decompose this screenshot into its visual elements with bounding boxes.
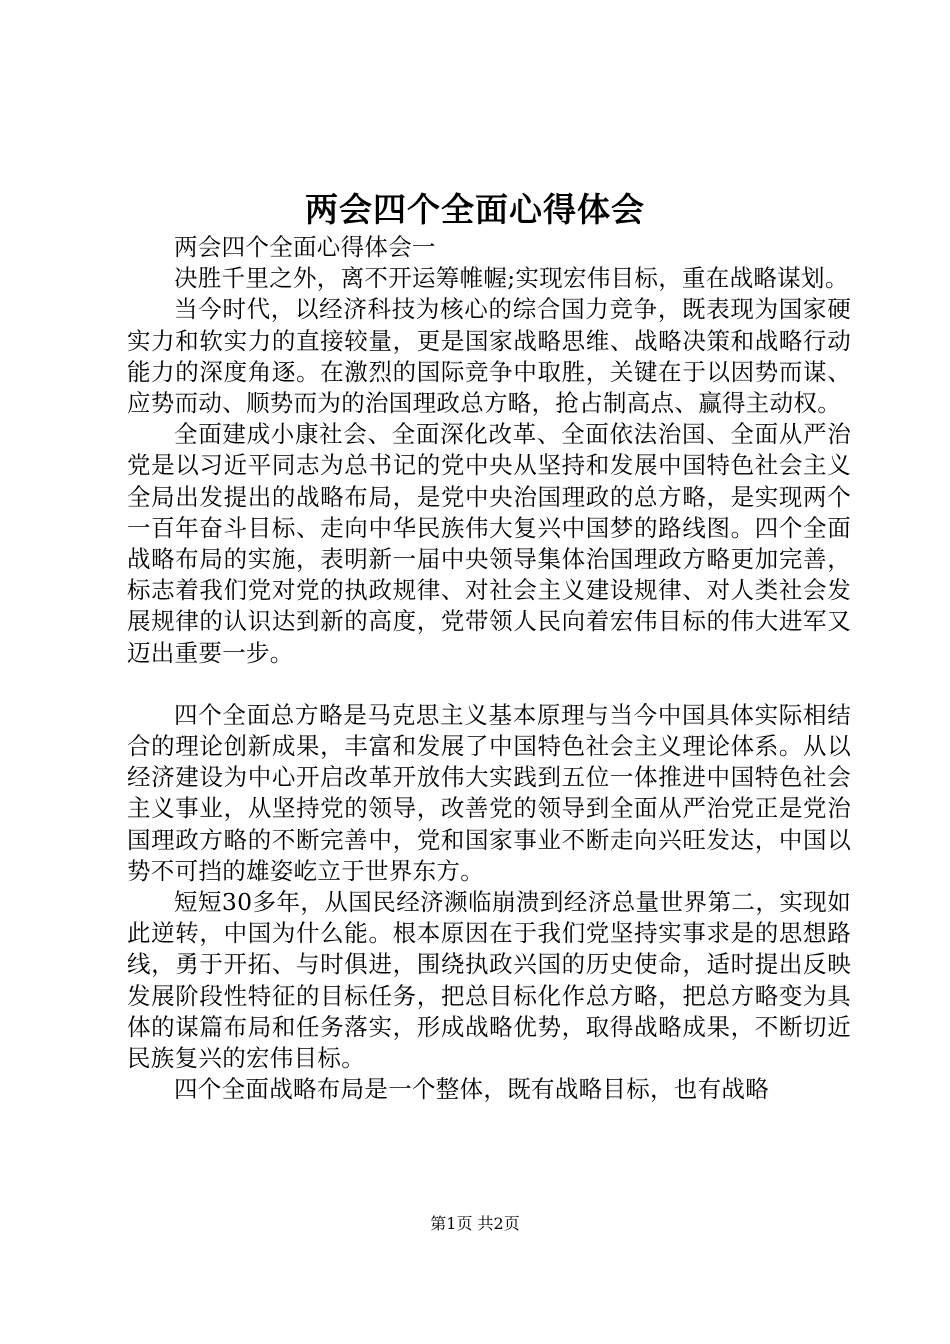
paragraph: 四个全面战略布局是一个整体，既有战略目标，也有战略 — [174, 1075, 769, 1104]
paragraph: 全面建成小康社会、全面深化改革、全面依法治国、全面从严治党是以习近平同志为总书记的党中央从坚持和发展中国特色社会主义全局出发提出的战略布局，是党中央治国理政的总方略，是实现两个一百年奋斗目标、走向中华民族伟大复兴中国梦的路线图。四个全面战略布局的实施，表明新一届中央领导集体治国理政方略更加完善，标志着我们党对党的执政规律、对社会主义建设规律、对人类社会发展规律的认识达到新的高度，党带领人民向着宏伟目标的伟大进军又迈出重要一步。 — [127, 420, 851, 667]
paragraph: 四个全面总方略是马克思主义基本原理与当今中国具体实际相结合的理论创新成果，丰富和发展了中国特色社会主义理论体系。从以经济建设为中心开启改革开放伟大实践到五位一体推进中国特色社会主义事业，从坚持党的领导，改善党的领导到全面从严治党正是党治国理政方略的不断完善中，党和国家事业不断走向兴旺发达，中国以势不可挡的雄姿屹立于世界东方。 — [127, 700, 851, 885]
paragraph: 两会四个全面心得体会一 — [174, 233, 436, 261]
page-number-footer: 第1页 共2页 — [430, 1214, 520, 1233]
paragraph: 短短30多年，从国民经济濒临崩溃到经济总量世界第二，实现如此逆转，中国为什么能。根本原因在于我们党坚持实事求是的思想路线，勇于开拓、与时俱进，围绕执政兴国的历史使命，适时提出反映发展阶段性特征的目标任务，把总目标化作总方略，把总方略变为具体的谋篇布局和任务落实，形成战略优势，取得战略成果，不断切近民族复兴的宏伟目标。 — [127, 888, 851, 1073]
document-body — [127, 232, 851, 1105]
paragraph: 当今时代，以经济科技为核心的综合国力竞争，既表现为国家硬实力和软实力的直接较量，更是国家战略思维、战略决策和战略行动能力的深度角逐。在激烈的国际竞争中取胜，关键在于以因势而谋、应势而动、顺势而为的治国理政总方略，抢占制高点、赢得主动权。 — [127, 295, 851, 418]
document-title: 两会四个全面心得体会 — [305, 190, 645, 229]
paragraph: 决胜千里之外，离不开运筹帷幄;实现宏伟目标，重在战略谋划。 — [174, 264, 849, 293]
